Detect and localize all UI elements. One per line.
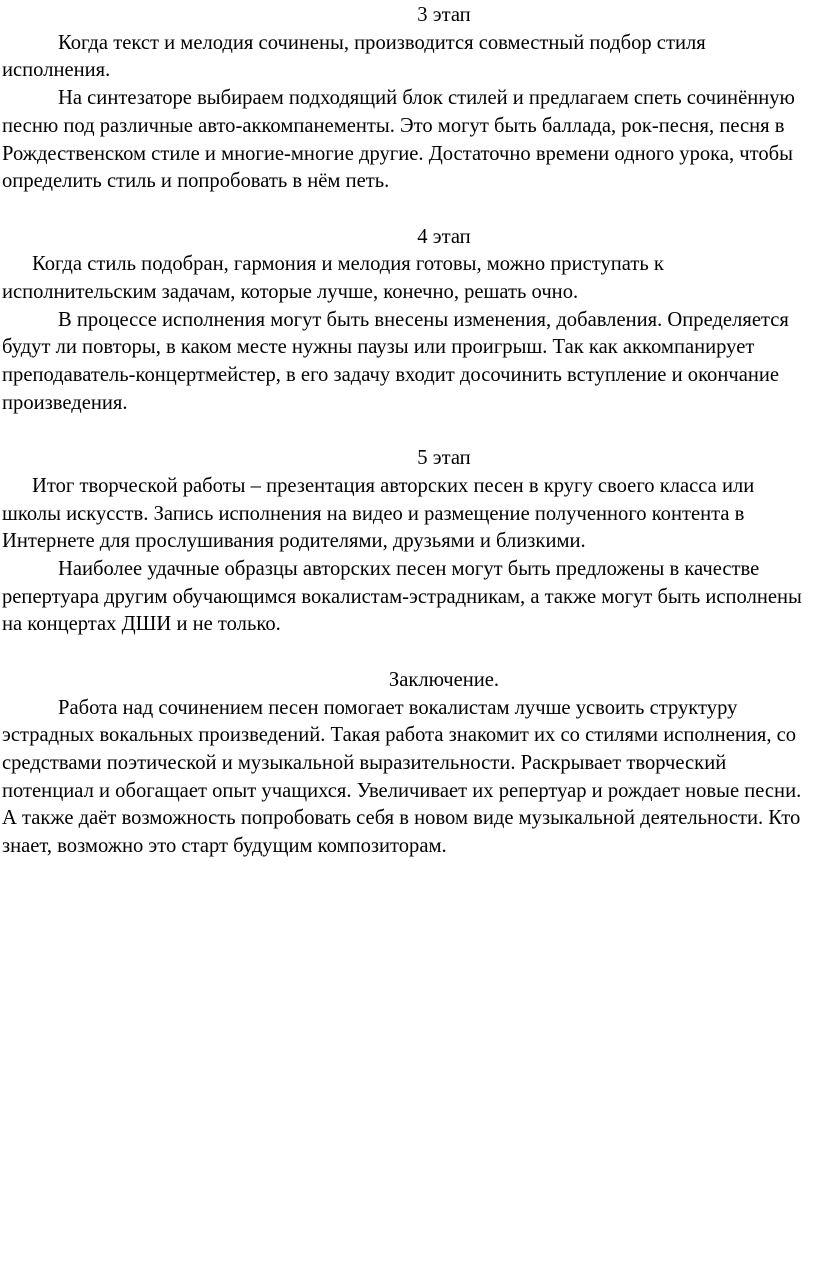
section-heading: 3 этап — [417, 4, 471, 26]
paragraph: Работа над сочинением песен помогает вокалистам лучше усвоить структуру эстрадных вокальных произведений. Такая работа знакомит их со стилями исполнения, со средствами поэтической и музыкальной выразительности. Раскрывает творческий потенциал и обогащает опыт учащихся. Увеличивает их репертуар и рождает новые песни. А также даёт возможность попробовать себя в новом виде музыкальной деятельности. Кто знает, возможно это старт будущим композиторам. — [2, 696, 802, 858]
section-heading: Заключение. — [388, 668, 500, 691]
paragraph: Итог творческой работы – презентация авторских песен в кругу своего класса или школы искусств. Запись исполнения на видео и размещение полученного контента в Интернете для прослушивания родителями, друзьями и близкими. — [2, 474, 755, 553]
section-heading: 4 этап — [417, 225, 471, 248]
section-stage-4 — [2, 224, 806, 418]
section-conclusion — [2, 667, 806, 861]
paragraph: Когда стиль подобран, гармония и мелодия готовы, можно приступать к исполнительским задачам, которые лучше, конечно, решать очно. — [2, 253, 664, 304]
section-stage-5 — [2, 445, 806, 639]
paragraph: На синтезаторе выбираем подходящий блок стилей и предлагаем спеть сочинённую песню под различные авто-аккомпанементы. Это могут быть баллада, рок-песня, песня в Рождественском стиле и многие-многие другие. Достаточно времени одного урока, чтобы определить стиль и попробовать в нём петь. — [2, 87, 795, 193]
section-heading: 5 этап — [417, 447, 471, 470]
section-stage-3 — [2, 2, 806, 196]
paragraph: Наиболее удачные образцы авторских песен могут быть предложены в качестве репертуара другим обучающимся вокалистам-эстрадникам, а также могут быть исполнены на концертах ДШИ и не только. — [2, 558, 802, 636]
paragraph: Когда текст и мелодия сочинены, производится совместный подбор стиля исполнения. — [2, 31, 706, 82]
paragraph: В процессе исполнения могут быть внесены изменения, добавления. Определяется будут ли повторы, в каком месте нужны паузы или проигрыш. Так как аккомпанирует преподаватель-концертмейстер, в его задачу входит досочинить вступление и окончание произведения. — [2, 308, 789, 414]
